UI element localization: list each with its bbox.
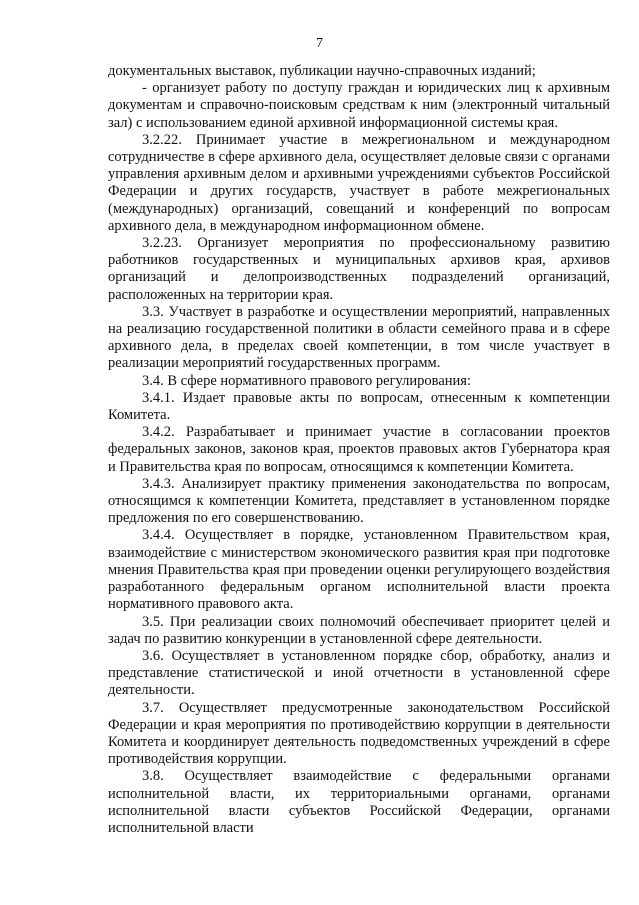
- paragraph: 3.2.22. Принимает участие в межрегиональном и международном сотрудничестве в сфере архивного дела, осуществляет деловые связи с органами управления архивным делом и архивными учреждениями субъектов Российской Федерации и других государств, участвует в работе межрегиональных (международных) организаций, совещаний и конференций по вопросам архивного дела, в международном информационном обмене.: [108, 131, 610, 234]
- paragraph: 3.4.1. Издает правовые акты по вопросам, отнесенным к компетенции Комитета.: [108, 389, 610, 424]
- paragraph: 3.5. При реализации своих полномочий обеспечивает приоритет целей и задач по развитию конкуренции в установленной сфере деятельности.: [108, 613, 610, 647]
- document-body: [108, 63, 610, 837]
- paragraph: 3.8. Осуществляет взаимодействие с федеральными органами исполнительной власти, их территориальными органами, органами исполнительной власти субъектов Российской Федерации, органами исполнительной власти: [108, 768, 610, 836]
- paragraph: - организует работу по доступу граждан и юридических лиц к архивным документам и справочно-поисковым средствам к ним (электронный читальный зал) с использованием единой архивной информационной системы края.: [108, 80, 610, 131]
- paragraph: 3.4.4. Осуществляет в порядке, установленном Правительством края, взаимодействие с министерством экономического развития края при подготовке мнения Правительства края при проведении оценки регулирующего воздействия разработанного федеральным органом исполнительной власти проекта нормативного правового акта.: [108, 527, 610, 613]
- paragraph: 3.2.23. Организует мероприятия по профессиональному развитию работников государственных и муниципальных архивов края, архивов организаций и делопроизводственных подразделений организаций, расположенных на территории края.: [108, 235, 610, 303]
- page-number: 7: [316, 36, 323, 51]
- paragraph: 3.4. В сфере нормативного правового регулирования:: [142, 372, 471, 389]
- paragraph: 3.6. Осуществляет в установленном порядке сбор, обработку, анализ и представление статистической и иной отчетности в установленной сфере деятельности.: [108, 647, 610, 699]
- paragraph: 3.3. Участвует в разработке и осуществлении мероприятий, направленных на реализацию государственной политики в области семейного права и в сфере архивного дела, в пределах своей компетенции, в том числе участвует в реализации мероприятий государственных программ.: [108, 303, 610, 372]
- paragraph: документальных выставок, публикации научно-справочных изданий;: [108, 63, 536, 79]
- paragraph: 3.4.3. Анализирует практику применения законодательства по вопросам, относящимся к компетенции Комитета, представляет в установленном порядке предложения по его совершенствованию.: [108, 475, 610, 527]
- paragraph: 3.7. Осуществляет предусмотренные законодательством Российской Федерации и края мероприятия по противодействию коррупции в деятельности Комитета и координирует деятельность подведомственных учреждений в сфере противодействия коррупции.: [108, 699, 610, 768]
- paragraph: 3.4.2. Разрабатывает и принимает участие в согласовании проектов федеральных законов, законов края, проектов правовых актов Губернатора края и Правительства края по вопросам, относящимся к компетенции Комитета.: [108, 424, 610, 475]
